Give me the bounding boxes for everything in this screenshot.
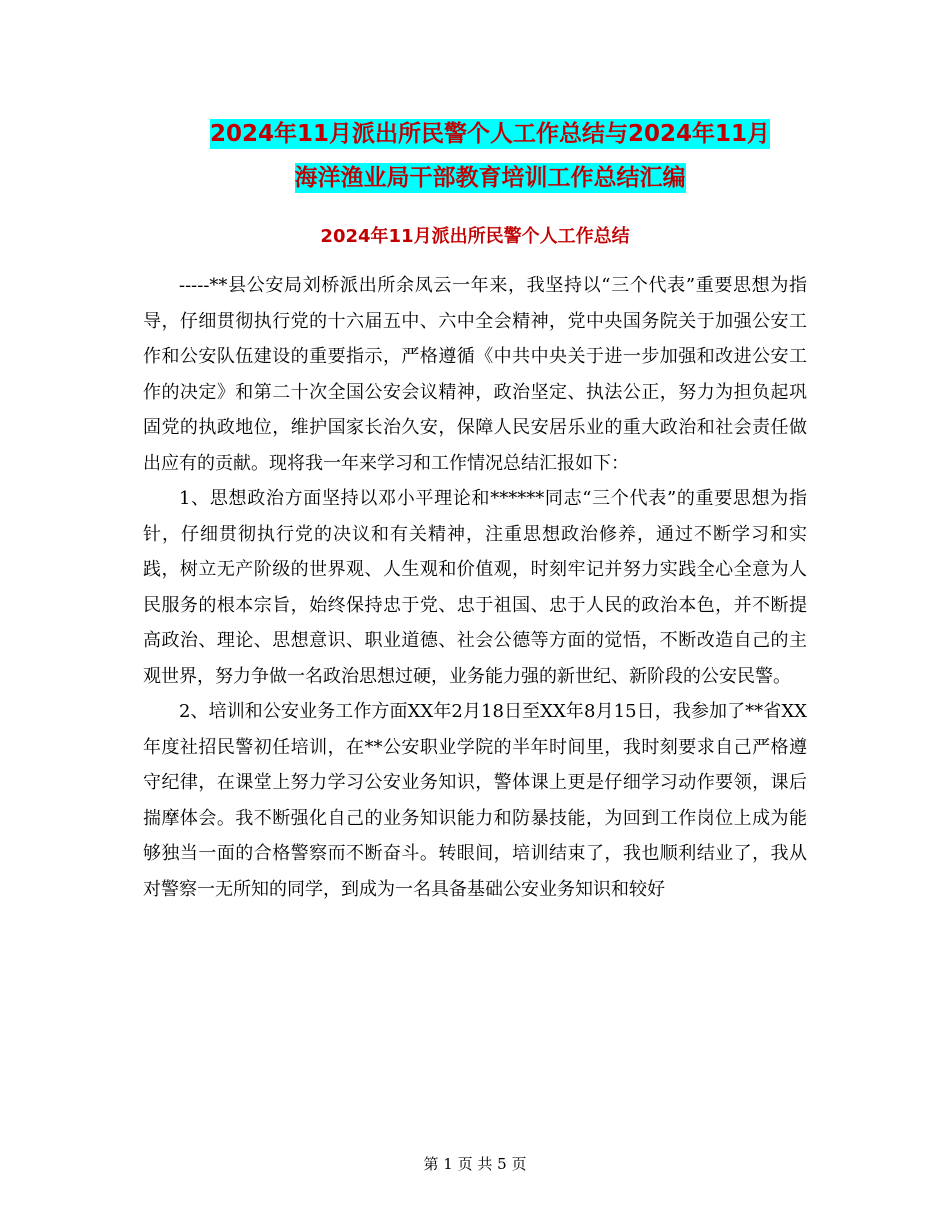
page-number-footer: 第 1 页 共 5 页 <box>423 1155 527 1173</box>
paragraph-intro: -----**县公安局刘桥派出所余凤云一年来，我坚持以“三个代表”重要思想为指导，仔细贯彻执行党的十六届五中、六中全会精神，党中央国务院关于加强公安工作和公安队伍建设的重要指示，严格遵循《中共中央关于进一步加强和改进公安工作的决定》和第二十次全国公安会议精神，政治坚定、执法公正，努力为担负起巩固党的执政地位，维护国家长治久安，保障人民安居乐业的重大政治和社会责任做出应有的贡献。现将我一年来学习和工作情况总结汇报如下： <box>143 275 807 474</box>
document-body <box>143 268 807 907</box>
document-title-line-1: 2024年11月派出所民警个人工作总结与2024年11月 <box>209 121 771 147</box>
document-title <box>120 112 860 200</box>
document-title-line-2: 海洋渔业局干部教育培训工作总结汇编 <box>294 165 686 191</box>
paragraph-training-work: 2、培训和公安业务工作方面XX年2月18日至XX年8月15日，我参加了**省XX年度社招民警初任培训，在**公安职业学院的半年时间里，我时刻要求自己严格遵守纪律，在课堂上努力学习公安业务知识，警体课上更是仔细学习动作要领，课后揣摩体会。我不断强化自己的业务知识能力和防暴技能，为回到工作岗位上成为能够独当一面的合格警察而不断奋斗。转眼间，培训结束了，我也顺利结业了，我从对警察一无所知的同学，到成为一名具备基础公安业务知识和较好 <box>143 701 807 900</box>
paragraph-political-thought: 1、思想政治方面坚持以邓小平理论和******同志“三个代表”的重要思想为指针，仔细贯彻执行党的决议和有关精神，注重思想政治修养，通过不断学习和实践，树立无产阶级的世界观、人生观和价值观，时刻牢记并努力实践全心全意为人民服务的根本宗旨，始终保持忠于党、忠于祖国、忠于人民的政治本色，并不断提高政治、理论、思想意识、职业道德、社会公德等方面的觉悟，不断改造自己的主观世界，努力争做一名政治思想过硬，业务能力强的新世纪、新阶段的公安民警。 <box>143 488 807 687</box>
section-title: 2024年11月派出所民警个人工作总结 <box>320 226 630 247</box>
